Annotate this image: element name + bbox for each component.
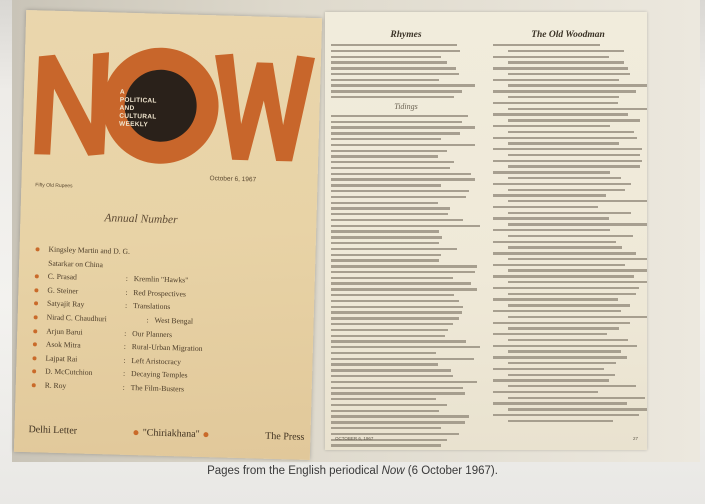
illegible-text-line — [493, 44, 600, 46]
annual-number-heading: Annual Number — [104, 212, 178, 227]
illegible-text-line — [493, 217, 609, 219]
page-footer-date: OCTOBER 6, 1967 — [335, 436, 374, 441]
illegible-text-line — [331, 311, 462, 313]
illegible-text-line — [331, 340, 466, 342]
illegible-text-line — [493, 171, 610, 173]
illegible-text-line — [508, 119, 640, 121]
illegible-text-line — [508, 189, 625, 191]
contents-item: Satarkar on China — [48, 258, 104, 269]
illegible-text-line — [493, 391, 598, 393]
illegible-text-line — [508, 374, 615, 376]
illegible-text-line — [508, 281, 647, 283]
illegible-text-line — [493, 287, 639, 289]
illegible-text-line — [331, 56, 441, 58]
price-label: Fifty Old Rupees — [35, 182, 73, 190]
illegible-text-line — [331, 138, 441, 140]
illegible-text-line — [508, 269, 647, 271]
illegible-text-line — [331, 387, 463, 389]
illegible-text-line — [508, 258, 647, 260]
illegible-text-line — [493, 183, 631, 185]
bullet-icon — [204, 432, 209, 437]
bullet-icon — [34, 315, 38, 319]
illegible-text-line — [331, 73, 459, 75]
illegible-text-line — [508, 350, 621, 352]
illegible-text-line — [331, 115, 468, 117]
illegible-text-line — [331, 381, 477, 383]
illegible-text-line — [331, 363, 438, 365]
illegible-text-line — [493, 402, 627, 404]
illegible-text-line — [493, 414, 639, 416]
bullet-icon — [34, 288, 38, 292]
illegible-text-line — [331, 202, 438, 204]
illegible-text-line — [508, 362, 616, 364]
illegible-text-line — [508, 397, 645, 399]
illegible-text-line — [331, 427, 441, 429]
illegible-text-line — [508, 50, 624, 52]
bullet-icon — [35, 274, 39, 278]
illegible-text-line — [493, 229, 610, 231]
inner-page — [325, 12, 647, 450]
illegible-text-line — [493, 194, 606, 196]
illegible-text-line — [331, 167, 450, 169]
illegible-text-line — [331, 225, 480, 227]
contents-item: C. Prasad : Kremlin "Hawks" — [35, 271, 305, 292]
illegible-text-line — [331, 398, 436, 400]
illegible-text-line — [331, 207, 450, 209]
illegible-text-line — [508, 84, 647, 86]
illegible-text-line — [493, 90, 636, 92]
figure-caption: Pages from the English periodical Now (6 October 1967). — [207, 465, 498, 477]
illegible-text-line — [331, 254, 441, 256]
illegible-text-line — [493, 56, 609, 58]
illegible-text-line — [508, 108, 647, 110]
illegible-text-line — [331, 190, 469, 192]
poem-title-rhymes: Rhymes — [390, 30, 422, 40]
bullet-icon — [134, 430, 139, 435]
illegible-text-line — [493, 148, 642, 150]
illegible-text-line — [331, 329, 448, 331]
bullet-icon — [32, 370, 36, 374]
illegible-text-line — [508, 223, 647, 225]
bullet-icon — [33, 329, 37, 333]
illegible-text-line — [508, 327, 619, 329]
illegible-text-line — [331, 306, 463, 308]
left-column — [331, 30, 481, 450]
illegible-text-line — [331, 265, 477, 267]
illegible-text-line — [331, 288, 477, 290]
illegible-text-line — [508, 61, 624, 63]
illegible-text-line — [493, 298, 618, 300]
illegible-text-line — [493, 252, 636, 254]
illegible-text-line — [331, 184, 441, 186]
bullet-icon — [33, 342, 37, 346]
illegible-text-line — [331, 61, 447, 63]
bullet-icon — [32, 383, 36, 387]
illegible-text-line — [493, 241, 616, 243]
illegible-text-line — [331, 79, 439, 81]
illegible-text-line — [493, 356, 627, 358]
illegible-text-line — [331, 90, 462, 92]
illegible-text-line — [331, 50, 460, 52]
illegible-text-line — [331, 421, 465, 423]
illegible-text-line — [331, 121, 462, 123]
contents-item: Nirad C. Chaudhuri : West Bengal — [33, 312, 303, 333]
illegible-text-line — [493, 345, 637, 347]
illegible-text-line — [508, 408, 647, 410]
illegible-text-line — [331, 404, 447, 406]
illegible-text-line — [493, 102, 618, 104]
illegible-text-line — [508, 200, 647, 202]
illegible-text-line — [493, 368, 604, 370]
illegible-text-line — [493, 275, 634, 277]
illegible-text-line — [508, 212, 631, 214]
illegible-text-line — [508, 316, 647, 318]
right-column — [493, 30, 643, 426]
illegible-text-line — [508, 420, 613, 422]
illegible-text-line — [493, 264, 625, 266]
illegible-text-line — [493, 310, 621, 312]
issue-date: October 6, 1967 — [209, 175, 257, 184]
bullet-icon — [32, 356, 36, 360]
illegible-text-line — [331, 155, 438, 157]
illegible-text-line — [331, 375, 453, 377]
illegible-text-line — [508, 177, 621, 179]
illegible-text-line — [331, 323, 453, 325]
illegible-text-line — [331, 84, 475, 86]
illegible-text-line — [493, 125, 610, 127]
illegible-text-line — [331, 346, 480, 348]
illegible-text-line — [331, 335, 445, 337]
tagline: A POLITICAL AND CULTURAL WEEKLY — [118, 88, 157, 129]
illegible-text-line — [331, 277, 453, 279]
contents-list — [32, 244, 306, 401]
illegible-text-line — [331, 282, 471, 284]
illegible-text-line — [493, 79, 619, 81]
illegible-text-line — [508, 131, 634, 133]
illegible-text-line — [331, 219, 463, 221]
illegible-text-line — [331, 96, 454, 98]
illegible-text-line — [331, 294, 454, 296]
contents-item: Asok Mitra : Rural-Urban Migration — [33, 339, 303, 360]
bullet-icon — [34, 302, 38, 306]
illegible-text-line — [331, 126, 475, 128]
illegible-text-line — [331, 317, 459, 319]
illegible-text-line — [331, 271, 475, 273]
illegible-text-line — [493, 322, 630, 324]
illegible-text-line — [331, 161, 454, 163]
contents-item: Lajpat Rai : Left Aristocracy — [32, 353, 302, 374]
page-number: 27 — [633, 436, 639, 441]
contents-item: Satyajit Ray : Translations — [34, 299, 304, 320]
magazine-cover — [14, 10, 322, 460]
illegible-text-line — [493, 160, 642, 162]
illegible-text-line — [331, 392, 465, 394]
illegible-text-line — [331, 352, 436, 354]
contents-item: R. Roy : The Film-Busters — [32, 380, 302, 401]
contents-item: Kingsley Martin and D. G. — [35, 244, 305, 265]
illegible-text-line — [331, 236, 442, 238]
illegible-text-line — [331, 444, 441, 446]
poem-title-old-woodman: The Old Woodman — [531, 30, 605, 40]
illegible-text-line — [331, 358, 474, 360]
illegible-text-line — [493, 137, 637, 139]
illegible-text-line — [508, 246, 622, 248]
illegible-text-line — [331, 242, 439, 244]
illegible-text-line — [331, 67, 456, 69]
illegible-text-line — [331, 259, 439, 261]
illegible-text-line — [331, 196, 466, 198]
illegible-text-line — [508, 304, 630, 306]
illegible-text-line — [331, 44, 457, 46]
illegible-text-line — [331, 132, 460, 134]
subhead-tidings: Tidings — [394, 101, 418, 111]
illegible-text-line — [508, 385, 636, 387]
cover-footer: Delhi Letter "Chiriakhana" The Press — [28, 424, 305, 443]
illegible-text-line — [331, 415, 469, 417]
illegible-text-line — [493, 333, 607, 335]
illegible-text-line — [493, 379, 609, 381]
illegible-text-line — [331, 144, 475, 146]
illegible-text-line — [331, 173, 471, 175]
contents-item: Arjun Barui : Our Planners — [33, 326, 303, 347]
illegible-text-line — [508, 165, 640, 167]
illegible-text-line — [331, 178, 475, 180]
illegible-text-line — [331, 248, 457, 250]
illegible-text-line — [508, 293, 636, 295]
illegible-text-line — [331, 410, 439, 412]
illegible-text-line — [493, 113, 628, 115]
illegible-text-line — [508, 73, 630, 75]
illegible-text-line — [331, 300, 459, 302]
illegible-text-line — [508, 339, 628, 341]
contents-item: D. McCutchion : Decaying Temples — [32, 367, 302, 388]
bullet-icon — [35, 247, 39, 251]
illegible-text-line — [508, 235, 633, 237]
illegible-text-line — [331, 433, 459, 435]
illegible-text-line — [508, 96, 619, 98]
illegible-text-line — [331, 213, 448, 215]
illegible-text-line — [331, 369, 451, 371]
illegible-text-line — [331, 230, 439, 232]
illegible-text-line — [508, 154, 640, 156]
contents-item: G. Steiner : Red Prospectives — [34, 285, 304, 306]
illegible-text-line — [508, 142, 619, 144]
illegible-text-line — [493, 206, 598, 208]
illegible-text-line — [331, 150, 447, 152]
illegible-text-line — [493, 67, 628, 69]
